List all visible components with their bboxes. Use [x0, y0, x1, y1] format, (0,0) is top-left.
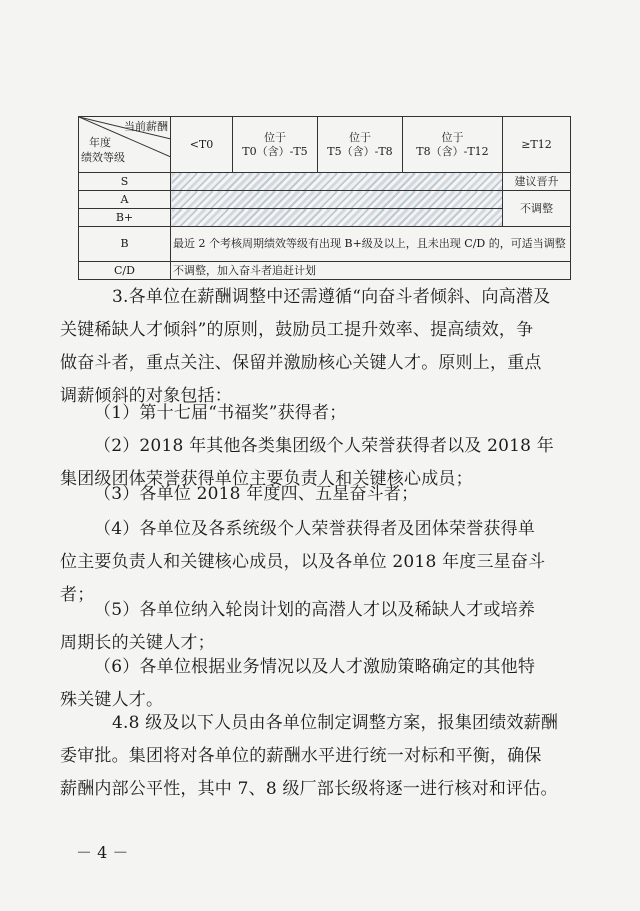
text-line: 委审批。集团将对各单位的薪酬水平进行统一对标和平衡，确保 [60, 746, 542, 766]
text-line: （4）各单位及各系统级个人荣誉获得者及团体荣誉获得单 [94, 519, 536, 539]
text-line: 做奋斗者，重点关注、保留并激励核心关键人才。原则上，重点 [60, 353, 542, 373]
col-header-5-line1: ≥T12 [521, 137, 552, 151]
col-header-4 [403, 117, 503, 173]
text-line: （6）各单位根据业务情况以及人才激励策略确定的其他特 [94, 657, 536, 677]
diagonal-header-cell [79, 117, 171, 173]
col-header-2-line2: T0（含）-T5 [242, 144, 308, 158]
table-header-row [79, 117, 571, 173]
col-header-3-line2: T5（含）-T8 [327, 144, 393, 158]
paragraph-3 [60, 281, 590, 413]
text-line: （2）2018 年其他各类集团级个人荣誉获得者以及 2018 年 [94, 436, 554, 456]
text-line: 调薪倾斜的对象包括： [60, 386, 232, 406]
corner-current-salary: 当前薪酬 [124, 120, 168, 133]
paragraph-4 [60, 707, 590, 806]
grade-label: B+ [79, 209, 171, 227]
col-header-1-line1: <T0 [189, 137, 214, 151]
recommendation-cell: 建议晋升 [503, 173, 571, 191]
text-line: 集团级团体荣誉获得单位主要负责人和关键核心成员； [60, 469, 473, 489]
text-line: 3.各单位在薪酬调整中还需遵循“向奋斗者倾斜、向高潜及 [112, 287, 551, 307]
salary-adjustment-table [78, 116, 571, 280]
grade-label: A [79, 191, 171, 209]
text-line: 4.8 级及以下人员由各单位制定调整方案，报集团绩效薪酬 [112, 713, 559, 733]
page-number: － 4 － [76, 843, 129, 862]
text-line: 周期长的关键人才； [60, 633, 215, 653]
corner-performance-grade: 绩效等级 [81, 151, 125, 164]
col-header-1 [171, 117, 233, 173]
text-line: （1）第十七届“书福奖”获得者； [94, 403, 347, 423]
text-line: 薪酬内部公平性，其中 7、8 级厂部长级将逐一进行核对和评估。 [60, 779, 558, 799]
text-line: 关键稀缺人才倾斜”的原则，鼓励员工提升效率、提高绩效，争 [60, 320, 534, 340]
table-row [79, 227, 571, 262]
policy-text-cell: 最近 2 个考核周期绩效等级有出现 B+级及以上，且未出现 C/D 的，可适当调整 [171, 227, 571, 262]
blurred-region [171, 209, 503, 227]
col-header-3-line1: 位于 [349, 130, 371, 144]
grade-label: C/D [79, 262, 171, 280]
col-header-5 [503, 117, 571, 173]
text-line: （5）各单位纳入轮岗计划的高潜人才以及稀缺人才或培养 [94, 600, 536, 620]
recommendation-cell: 不调整 [503, 191, 571, 227]
table-row [79, 191, 571, 209]
text-line: 殊关键人才。 [60, 690, 164, 710]
blurred-region [171, 191, 503, 209]
col-header-3 [318, 117, 403, 173]
text-line: （3）各单位 2018 年度四、五星奋斗者； [94, 484, 419, 504]
grade-label: B [79, 227, 171, 262]
text-line: 位主要负责人和关键核心成员，以及各单位 2018 年度三星奋斗 [60, 552, 546, 572]
text-line: 者； [60, 585, 95, 605]
policy-text-cell: 不调整，加入奋斗者追赶计划 [171, 262, 571, 280]
blurred-region [171, 173, 503, 191]
list-item-1 [60, 397, 590, 430]
col-header-4-line2: T8（含）-T12 [416, 144, 489, 158]
list-item-3 [60, 478, 590, 511]
col-header-2-line1: 位于 [264, 130, 286, 144]
corner-year: 年度 [89, 136, 111, 149]
table-row [79, 173, 571, 191]
grade-label: S [79, 173, 171, 191]
table-row [79, 209, 571, 227]
col-header-4-line1: 位于 [441, 130, 464, 144]
table-row [79, 262, 571, 280]
col-header-2 [233, 117, 318, 173]
